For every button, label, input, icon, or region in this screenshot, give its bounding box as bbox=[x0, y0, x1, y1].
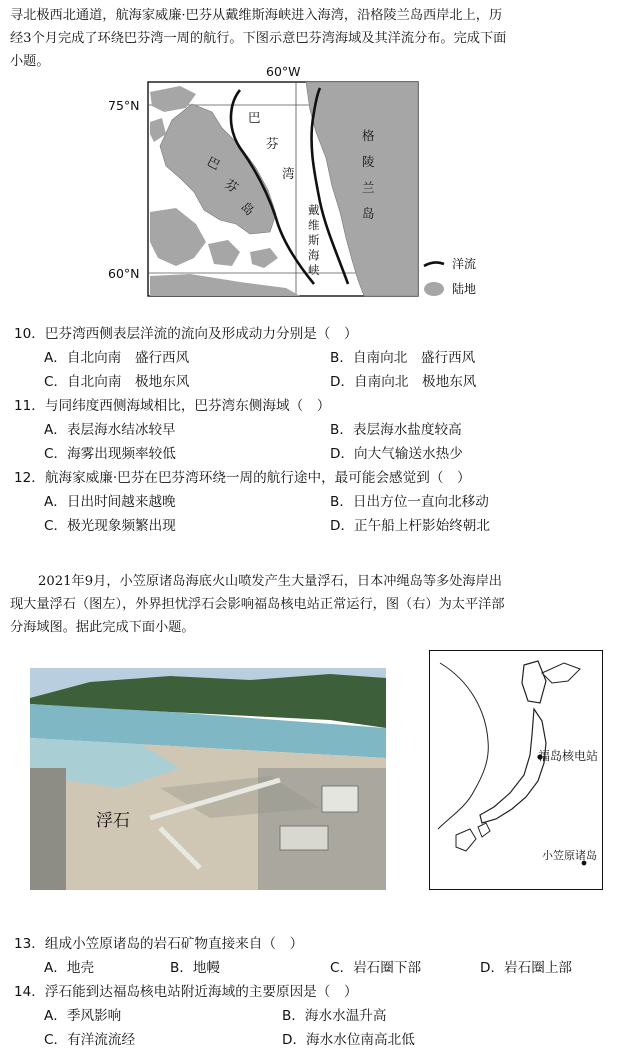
legend-land-label: 陆地 bbox=[452, 282, 477, 296]
option-b: B．海水水温升高 bbox=[282, 1008, 387, 1024]
question-stem: 11．与同纬度西侧海域相比，巴芬湾东侧海域（ ） bbox=[14, 398, 331, 414]
option-a: A．日出时间越来越晚 bbox=[44, 494, 176, 510]
question-12 bbox=[14, 466, 614, 486]
option-c: C．极光现象频繁出现 bbox=[44, 518, 176, 534]
question-10 bbox=[14, 322, 614, 342]
label-greenland-char: 陵 bbox=[362, 154, 375, 169]
option-c: C．有洋流流经 bbox=[44, 1032, 136, 1048]
pumice-harbor-illustration bbox=[30, 668, 386, 890]
label-strait-char: 戴 bbox=[308, 203, 320, 217]
passage-2-line-1: 2021年9月，小笠原诸岛海底火山喷发产生大量浮石，日本冲绳岛等多处海岸出 bbox=[38, 574, 502, 589]
option-a: A．地壳 bbox=[44, 960, 95, 976]
longitude-label: 60°W bbox=[266, 64, 301, 79]
label-strait-char: 斯 bbox=[308, 233, 320, 247]
question-13 bbox=[14, 932, 614, 952]
option-b: B．自南向北 盛行西风 bbox=[330, 350, 476, 366]
label-greenland-char: 兰 bbox=[362, 180, 375, 195]
passage-1-line-1: 寻北极西北通道，航海家威廉·巴芬从戴维斯海峡进入海湾，沿格陵兰岛西岸北上，历 bbox=[10, 8, 503, 23]
option-d: D．正午船上杆影始终朝北 bbox=[330, 518, 490, 534]
option-c: C．海雾出现频率较低 bbox=[44, 446, 176, 462]
label-island-char: 巴 bbox=[204, 153, 223, 173]
pumice-harbor-photo bbox=[30, 668, 386, 890]
label-greenland-char: 格 bbox=[362, 128, 375, 143]
ogasawara-label: 小笠原诸岛 bbox=[542, 850, 597, 862]
question-stem: 13．组成小笠原诸岛的岩石矿物直接来自（ ） bbox=[14, 936, 304, 952]
option-a: A．表层海水结冰较早 bbox=[44, 422, 176, 438]
passage-2 bbox=[10, 570, 618, 639]
latitude-label-60n: 60°N bbox=[108, 266, 140, 281]
option-b: B．表层海水盐度较高 bbox=[330, 422, 462, 438]
legend-current-label: 洋流 bbox=[452, 257, 477, 271]
option-c: C．自北向南 极地东风 bbox=[44, 374, 190, 390]
label-strait-char: 维 bbox=[308, 218, 320, 232]
legend-current-icon bbox=[424, 262, 444, 266]
option-a: A．季风影响 bbox=[44, 1008, 122, 1024]
label-bay-char: 湾 bbox=[282, 166, 295, 181]
question-stem: 10．巴芬湾西侧表层洋流的流向及形成动力分别是（ ） bbox=[14, 326, 358, 342]
fukushima-label: 福岛核电站 bbox=[538, 749, 599, 763]
label-bay-char: 芬 bbox=[266, 136, 279, 151]
option-a: A．自北向南 盛行西风 bbox=[44, 350, 190, 366]
label-strait-char: 峡 bbox=[308, 263, 320, 277]
passage-2-line-3: 分海域图。据此完成下面小题。 bbox=[10, 620, 195, 635]
question-14 bbox=[14, 980, 614, 1000]
option-b: B．地幔 bbox=[170, 960, 221, 976]
passage-1-line-2: 经3个月完成了环绕巴芬湾一周的航行。下图示意巴芬湾海域及其洋流分布。完成下面 bbox=[10, 31, 507, 46]
latitude-label-75n: 75°N bbox=[108, 98, 140, 113]
legend-land-icon bbox=[424, 282, 444, 296]
option-d: D．海水水位南高北低 bbox=[282, 1032, 415, 1048]
label-greenland-char: 岛 bbox=[362, 206, 375, 221]
baffin-bay-map bbox=[100, 62, 520, 302]
label-island-char: 岛 bbox=[238, 198, 258, 219]
label-bay-char: 巴 bbox=[248, 110, 261, 125]
option-d: D．自南向北 极地东风 bbox=[330, 374, 477, 390]
pacific-region-map bbox=[429, 650, 603, 890]
option-d: D．岩石圈上部 bbox=[480, 960, 573, 976]
passage-2-line-2: 现大量浮石（图左），外界担忧浮石会影响福岛核电站正常运行，图（右）为太平洋部 bbox=[10, 597, 505, 612]
label-strait-char: 海 bbox=[308, 248, 320, 262]
option-c: C．岩石圈下部 bbox=[330, 960, 422, 976]
option-b: B．日出方位一直向北移动 bbox=[330, 494, 489, 510]
question-11 bbox=[14, 394, 614, 414]
question-stem: 14．浮石能到达福岛核电站附近海域的主要原因是（ ） bbox=[14, 984, 358, 1000]
question-stem: 12．航海家威廉·巴芬在巴芬湾环绕一周的航行途中，最可能会感觉到（ ） bbox=[14, 470, 471, 486]
option-d: D．向大气输送水热少 bbox=[330, 446, 463, 462]
passage-1-line-3: 小题。 bbox=[10, 54, 50, 69]
photo-label: 浮石 bbox=[96, 811, 130, 830]
label-island-char: 芬 bbox=[222, 176, 242, 196]
